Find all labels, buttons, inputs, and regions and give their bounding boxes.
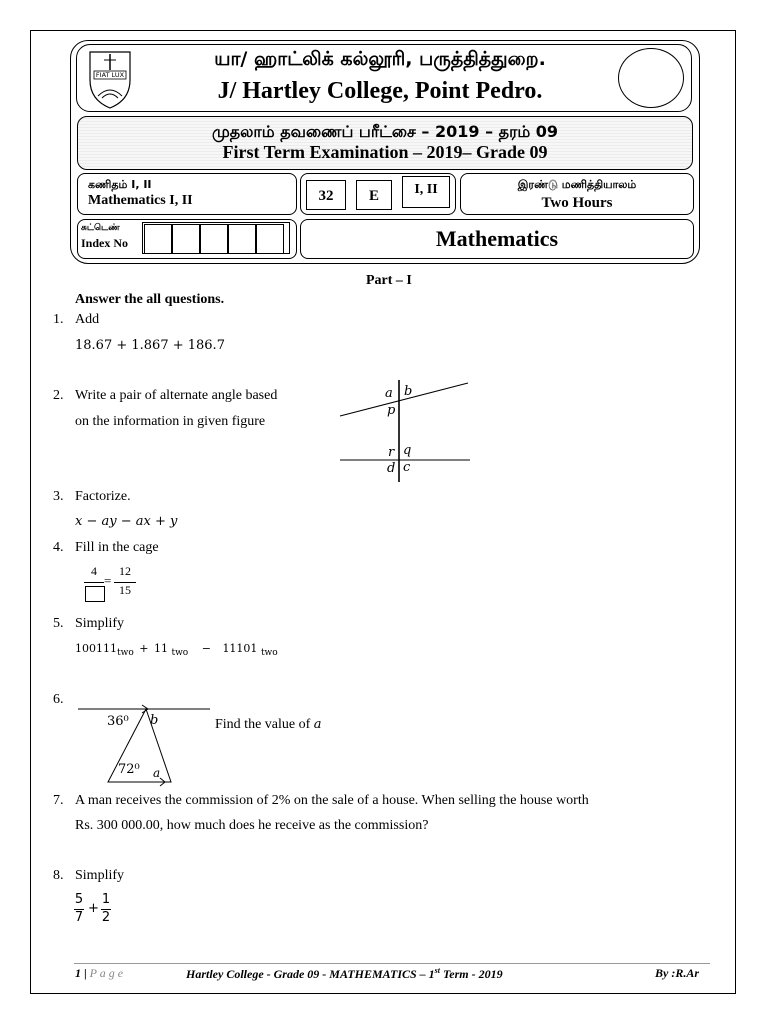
index-cell[interactable] xyxy=(172,224,200,254)
index-label-tamil: சுட்டெண் xyxy=(81,223,120,233)
footer-author: By :R.Ar xyxy=(655,966,700,980)
exam-title-tamil: முதலாம் தவணைப் பரீட்சை – 2019 – தரம் 09 xyxy=(211,122,559,141)
angle-label-d: d xyxy=(387,461,396,476)
fraction-numerator: 5 xyxy=(74,892,84,907)
operator: − xyxy=(201,642,211,655)
question-text-line2: on the information in given figure xyxy=(75,414,266,429)
school-logo xyxy=(84,46,136,110)
binary-term: 100111 xyxy=(75,642,117,655)
page-number: 1 xyxy=(75,966,81,980)
operator: + xyxy=(139,642,149,655)
subject-english: Mathematics I, II xyxy=(88,193,193,208)
angle-label-a: a xyxy=(153,766,161,780)
index-cell[interactable] xyxy=(144,224,172,254)
footer-title-sup: st xyxy=(434,966,441,975)
footer-title-main: Hartley College - Grade 09 - MATHEMATICS – 1 xyxy=(186,967,435,981)
angle-label-a: a xyxy=(385,386,393,401)
triangle-figure xyxy=(76,700,216,790)
question-text: Simplify xyxy=(75,868,125,883)
question-number: 5. xyxy=(53,616,64,631)
base-subscript: two xyxy=(260,648,278,659)
angle-label-72: 72⁰ xyxy=(118,762,140,777)
paper-code: I, II xyxy=(402,176,450,208)
base-subscript: two xyxy=(171,648,189,659)
fraction-sum xyxy=(74,892,118,930)
angle-label-c: c xyxy=(403,460,411,475)
equals-sign: = xyxy=(104,573,112,588)
question-number: 7. xyxy=(53,793,64,808)
binary-term: 11 xyxy=(153,642,168,655)
subject-code: 32 xyxy=(306,180,346,210)
angle-label-36: 36⁰ xyxy=(107,714,129,729)
fraction-numerator: 1 xyxy=(101,892,111,907)
part-heading: Part – I xyxy=(366,273,412,288)
subject-title: Mathematics xyxy=(435,226,559,251)
fraction-numerator: 4 xyxy=(91,564,97,578)
question-number: 3. xyxy=(53,489,64,504)
question-expression: 18.67 + 1.867 + 186.7 xyxy=(75,338,225,353)
question-number: 6. xyxy=(53,692,64,707)
angle-label-b: b xyxy=(150,713,159,728)
footer-title xyxy=(186,966,503,982)
footer-page: 1 | P a g e xyxy=(75,966,124,980)
duration-english: Two Hours xyxy=(541,195,613,211)
fraction-equation xyxy=(82,564,142,604)
angle-label-b: b xyxy=(404,384,413,399)
question-text-line2: Rs. 300 000.00, how much does he receive as the commission? xyxy=(75,818,429,833)
index-cells[interactable] xyxy=(142,222,290,254)
stamp-circle xyxy=(618,48,684,108)
page-word: P a g e xyxy=(89,966,124,980)
question-expression: x − ay − ax + y xyxy=(75,514,178,529)
index-cell[interactable] xyxy=(200,224,228,254)
binary-term: 11101 xyxy=(222,642,258,655)
question-text: Simplify xyxy=(75,616,125,631)
index-cell[interactable] xyxy=(256,224,284,254)
fraction-bar xyxy=(84,582,104,583)
question-number: 8. xyxy=(53,868,64,883)
question-text-line1: A man receives the commission of 2% on the sale of a house. When selling the house worth xyxy=(75,793,589,808)
base-subscript: two xyxy=(117,648,134,659)
footer-title-end: Term - 2019 xyxy=(440,967,503,981)
question-text-line1: Write a pair of alternate angle based xyxy=(75,388,278,403)
footer-rule xyxy=(74,963,710,964)
binary-expression xyxy=(75,642,278,658)
answer-cage-box[interactable] xyxy=(85,586,105,602)
angle-label-p: p xyxy=(387,403,396,418)
angle-label-r: r xyxy=(388,445,395,460)
operator: + xyxy=(88,901,99,916)
angle-label-q: q xyxy=(403,443,412,458)
index-label-english: Index No xyxy=(81,236,129,250)
question-text: Fill in the cage xyxy=(75,540,159,555)
question-number: 2. xyxy=(53,388,64,403)
instruction: Answer the all questions. xyxy=(75,292,225,307)
question-variable: a xyxy=(313,717,322,732)
fraction-numerator: 12 xyxy=(119,564,131,578)
index-cell[interactable] xyxy=(228,224,256,254)
fraction-denominator: 15 xyxy=(119,583,131,597)
fraction-denominator: 7 xyxy=(74,910,84,925)
question-text xyxy=(215,717,322,733)
medium-code: E xyxy=(356,180,392,210)
duration-tamil: இரண்டு மணித்தியாலம் xyxy=(517,178,637,191)
school-name-tamil: யா/ ஹாட்லிக் கல்லூரி, பருத்தித்துறை. xyxy=(214,48,546,70)
question-number: 4. xyxy=(53,540,64,555)
question-number: 1. xyxy=(53,312,64,327)
question-text-prefix: Find the value of xyxy=(215,717,314,732)
school-name-english: J/ Hartley College, Point Pedro. xyxy=(217,78,543,104)
question-text: Add xyxy=(75,312,100,327)
logo-text: FIAT LUX xyxy=(95,71,125,79)
fraction-denominator: 2 xyxy=(101,910,111,925)
exam-title-english: First Term Examination – 2019– Grade 09 xyxy=(222,142,548,162)
question-text: Factorize. xyxy=(75,489,131,504)
subject-tamil: கணிதம் I, II xyxy=(88,178,152,191)
